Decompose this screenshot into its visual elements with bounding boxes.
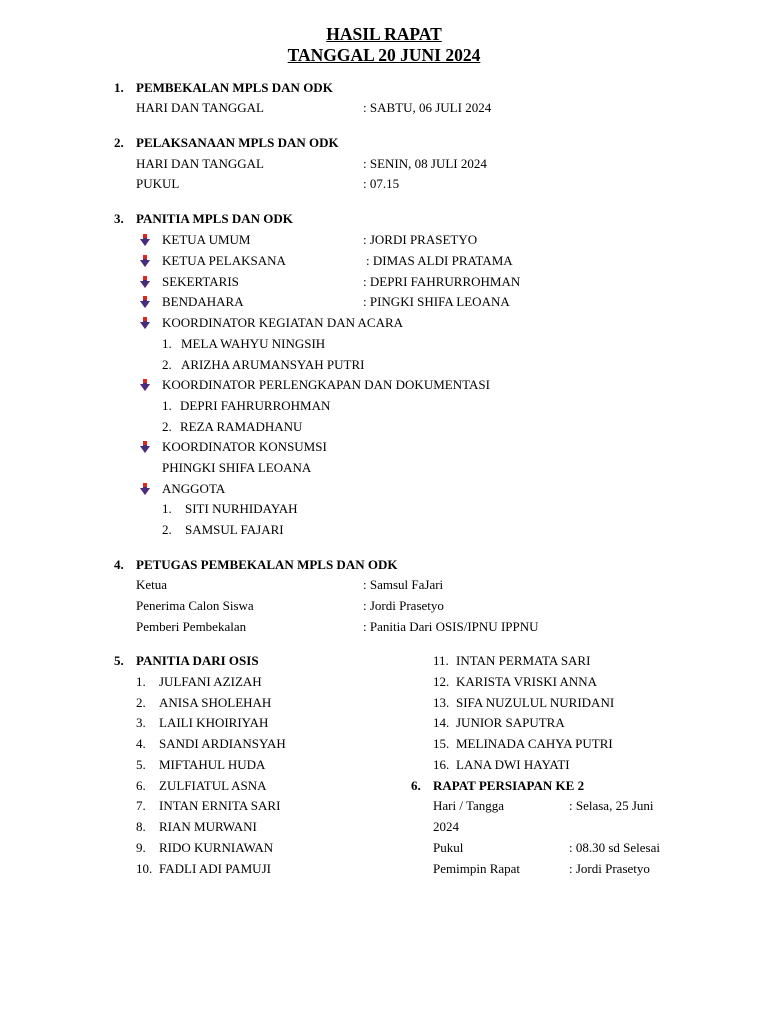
list-item-name: SITI NURHIDAYAH	[185, 501, 298, 516]
list-item-number: 15.	[433, 736, 450, 751]
section-3-number: 3.	[114, 211, 124, 226]
section-6-value: : Jordi Prasetyo	[569, 861, 650, 876]
section-2-number: 2.	[114, 135, 124, 150]
bullet-arrow-icon	[140, 276, 150, 288]
list-item-number: 3.	[136, 715, 146, 730]
coordinator-label: KOORDINATOR KONSUMSI	[162, 439, 327, 454]
bullet-arrow-icon	[140, 483, 150, 495]
list-item-name: INTAN ERNITA SARI	[159, 798, 281, 813]
list-item-number: 16.	[433, 757, 450, 772]
list-item-number: 1.	[136, 674, 146, 689]
bullet-arrow-icon	[140, 255, 150, 267]
section-5-heading: PANITIA DARI OSIS	[136, 653, 259, 668]
list-item-number: 14.	[433, 715, 450, 730]
list-item-name: JULFANI AZIZAH	[159, 674, 262, 689]
list-item-number: 13.	[433, 695, 450, 710]
list-item-name: ANISA SHOLEHAH	[159, 695, 272, 710]
list-item-name: SANDI ARDIANSYAH	[159, 736, 286, 751]
section-4-label: Penerima Calon Siswa	[136, 598, 254, 613]
section-2-heading: PELAKSANAAN MPLS DAN ODK	[136, 135, 339, 150]
section-4-heading: PETUGAS PEMBEKALAN MPLS DAN ODK	[136, 557, 398, 572]
document-title: HASIL RAPAT	[326, 24, 442, 44]
section-2-value: : SENIN, 08 JULI 2024	[363, 156, 487, 171]
list-item-name: MELA WAHYU NINGSIH	[181, 336, 326, 351]
section-3-heading: PANITIA MPLS DAN ODK	[136, 211, 293, 226]
list-item-number: 2.	[162, 522, 172, 537]
list-item-number: 9.	[136, 840, 146, 855]
list-item-number: 2.	[136, 695, 146, 710]
section-6-label: Pukul	[433, 840, 464, 855]
section-2-label: HARI DAN TANGGAL	[136, 156, 264, 171]
section-6-label: Pemimpin Rapat	[433, 861, 521, 876]
list-item-name: INTAN PERMATA SARI	[456, 653, 591, 668]
list-item-number: 8.	[136, 819, 146, 834]
list-item-name: MIFTAHUL HUDA	[159, 757, 266, 772]
list-item-name: ARIZHA ARUMANSYAH PUTRI	[181, 357, 365, 372]
coordinator-label: KOORDINATOR PERLENGKAPAN DAN DOKUMENTASI	[162, 377, 490, 392]
list-item-name: SAMSUL FAJARI	[185, 522, 284, 537]
list-item-number: 2.	[162, 419, 172, 434]
list-item-name: RIAN MURWANI	[159, 819, 257, 834]
bullet-arrow-icon	[140, 441, 150, 453]
section-4-value: : Samsul FaJari	[363, 577, 444, 592]
section-6-label: Hari / Tangga	[433, 798, 505, 813]
list-item-number: 7.	[136, 798, 146, 813]
list-item-name: RIDO KURNIAWAN	[159, 840, 274, 855]
role-value: : JORDI PRASETYO	[363, 232, 478, 247]
section-6-value: : 08.30 sd Selesai	[569, 840, 660, 855]
section-6-heading: RAPAT PERSIAPAN KE 2	[433, 778, 585, 793]
list-item-name: MELINADA CAHYA PUTRI	[456, 736, 613, 751]
list-item-number: 1.	[162, 501, 172, 516]
list-item-number: 1.	[162, 398, 172, 413]
section-6-number: 6.	[411, 778, 421, 793]
section-5-number: 5.	[114, 653, 124, 668]
list-item-number: 5.	[136, 757, 146, 772]
list-item-name: LAILI KHOIRIYAH	[159, 715, 269, 730]
section-1-value: : SABTU, 06 JULI 2024	[363, 100, 492, 115]
list-item-number: 2.	[162, 357, 172, 372]
role-label: KETUA UMUM	[162, 232, 251, 247]
role-label: SEKERTARIS	[162, 274, 239, 289]
role-value: : PINGKI SHIFA LEOANA	[363, 294, 510, 309]
list-item-number: 1.	[162, 336, 172, 351]
list-item-name: LANA DWI HAYATI	[456, 757, 570, 772]
section-6-value: : Selasa, 25 Juni	[569, 798, 654, 813]
role-label: KETUA PELAKSANA	[162, 253, 286, 268]
list-item-name: DEPRI FAHRURROHMAN	[180, 398, 331, 413]
section-1-label: HARI DAN TANGGAL	[136, 100, 264, 115]
role-value: : DEPRI FAHRURROHMAN	[363, 274, 521, 289]
list-item-name: REZA RAMADHANU	[180, 419, 303, 434]
section-4-label: Pemberi Pembekalan	[136, 619, 247, 634]
list-item-number: 4.	[136, 736, 146, 751]
members-label: ANGGOTA	[162, 481, 226, 496]
bullet-arrow-icon	[140, 379, 150, 391]
section-4-label: Ketua	[136, 577, 168, 592]
document-subtitle: TANGGAL 20 JUNI 2024	[287, 45, 481, 65]
bullet-arrow-icon	[140, 234, 150, 246]
section-1-heading: PEMBEKALAN MPLS DAN ODK	[136, 80, 333, 95]
role-value: : DIMAS ALDI PRATAMA	[366, 253, 513, 268]
section-2-label: PUKUL	[136, 176, 180, 191]
bullet-arrow-icon	[140, 296, 150, 308]
list-item-name: ZULFIATUL ASNA	[159, 778, 267, 793]
coordinator-label: KOORDINATOR KEGIATAN DAN ACARA	[162, 315, 404, 330]
coordinator-name: PHINGKI SHIFA LEOANA	[162, 460, 312, 475]
section-4-number: 4.	[114, 557, 124, 572]
list-item-name: SIFA NUZULUL NURIDANI	[456, 695, 615, 710]
bullet-arrow-icon	[140, 317, 150, 329]
section-4-value: : Panitia Dari OSIS/IPNU IPPNU	[363, 619, 539, 634]
list-item-number: 11.	[433, 653, 449, 668]
section-4-value: : Jordi Prasetyo	[363, 598, 444, 613]
list-item-number: 12.	[433, 674, 450, 689]
list-item-number: 6.	[136, 778, 146, 793]
list-item-name: FADLI ADI PAMUJI	[159, 861, 271, 876]
list-item-number: 10.	[136, 861, 153, 876]
list-item-name: KARISTA VRISKI ANNA	[456, 674, 598, 689]
role-label: BENDAHARA	[162, 294, 244, 309]
section-1-number: 1.	[114, 80, 124, 95]
section-6-value-continued: 2024	[433, 819, 459, 834]
list-item-name: JUNIOR SAPUTRA	[456, 715, 565, 730]
section-2-value: : 07.15	[363, 176, 400, 191]
